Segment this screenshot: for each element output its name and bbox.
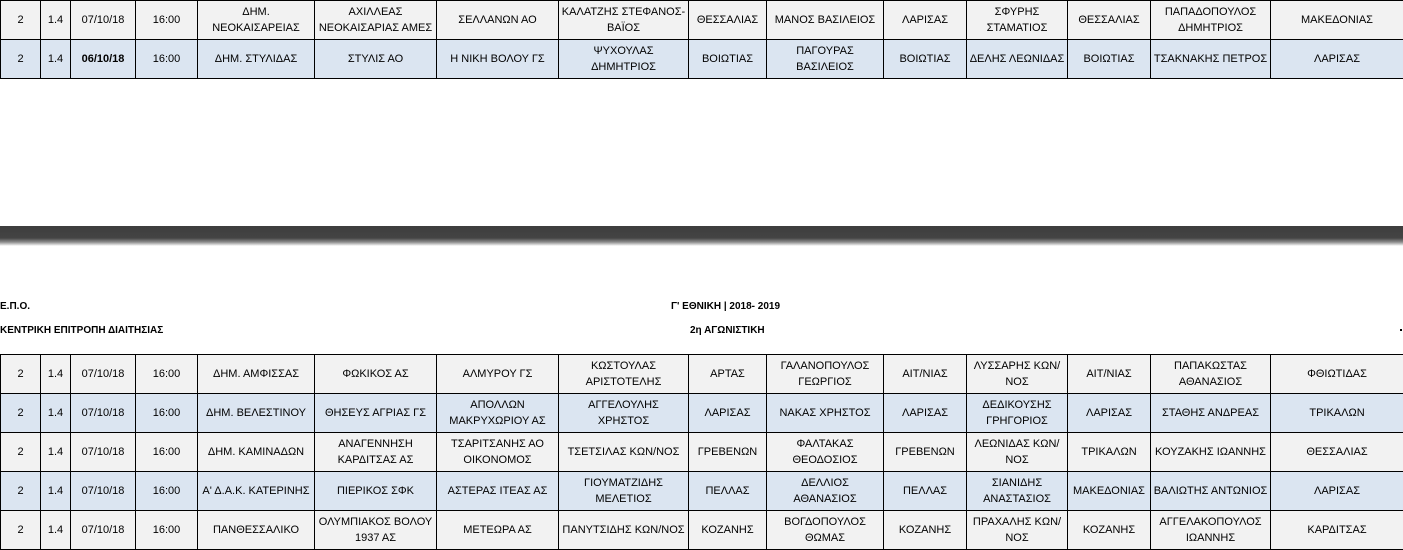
observer-association-cell: ΛΑΡΙΣΑΣ xyxy=(1271,472,1403,511)
referee-association-cell: ΘΕΣΣΑΛΙΑΣ xyxy=(689,1,767,40)
observer-association-cell: ΤΡΙΚΑΛΩΝ xyxy=(1271,394,1403,433)
observer-cell: ΠΑΠΑΚΩΣΤΑΣ ΑΘΑΝΑΣΙΟΣ xyxy=(1151,355,1271,394)
date-cell: 07/10/18 xyxy=(71,511,136,550)
time-cell: 16:00 xyxy=(136,355,198,394)
observer-association-cell: ΜΑΚΕΔΟΝΙΑΣ xyxy=(1271,1,1403,40)
assistant1-cell: ΓΑΛΑΝΟΠΟΥΛΟΣ ΓΕΩΡΓΙΟΣ xyxy=(767,355,884,394)
time-cell: 16:00 xyxy=(136,433,198,472)
table-row xyxy=(1,394,1403,433)
home-team-cell: ΑΧΙΛΛΕΑΣ ΝΕΟΚΑΙΣΑΡΙΑΣ ΑΜΕΣ xyxy=(315,1,437,40)
matchday-title: 2η ΑΓΩΝΙΣΤΙΚΗ xyxy=(690,325,765,336)
venue-cell: Α' Δ.Α.Κ. ΚΑΤΕΡΙΝΗΣ xyxy=(198,472,315,511)
referee-association-cell: ΒΟΙΩΤΙΑΣ xyxy=(689,40,767,79)
assistant1-cell: ΠΑΓΟΥΡΑΣ ΒΑΣΙΛΕΙΟΣ xyxy=(767,40,884,79)
group-cell: 2 xyxy=(1,355,41,394)
group-cell: 2 xyxy=(1,394,41,433)
assistant2-association-cell: ΒΟΙΩΤΙΑΣ xyxy=(1068,40,1151,79)
date-cell: 07/10/18 xyxy=(71,394,136,433)
bottom-schedule-table xyxy=(0,354,1403,550)
group-cell: 2 xyxy=(1,433,41,472)
referee-association-cell: ΠΕΛΛΑΣ xyxy=(689,472,767,511)
away-team-cell: ΑΛΜΥΡΟΥ ΓΣ xyxy=(437,355,559,394)
round-cell: 1.4 xyxy=(41,355,71,394)
table-row xyxy=(1,433,1403,472)
home-team-cell: ΦΩΚΙΚΟΣ ΑΣ xyxy=(315,355,437,394)
referee-association-cell: ΛΑΡΙΣΑΣ xyxy=(689,394,767,433)
venue-cell: ΠΑΝΘΕΣΣΑΛΙΚΟ xyxy=(198,511,315,550)
referee-association-cell: ΓΡΕΒΕΝΩΝ xyxy=(689,433,767,472)
assistant2-cell: ΣΦΥΡΗΣ ΣΤΑΜΑΤΙΟΣ xyxy=(967,1,1068,40)
assistant2-cell: ΛΥΣΣΑΡΗΣ ΚΩΝ/ΝΟΣ xyxy=(967,355,1068,394)
assistant1-association-cell: ΚΟΖΑΝΗΣ xyxy=(884,511,967,550)
date-cell: 07/10/18 xyxy=(71,472,136,511)
referee-cell: ΚΩΣΤΟΥΛΑΣ ΑΡΙΣΤΟΤΕΛΗΣ xyxy=(559,355,689,394)
round-cell: 1.4 xyxy=(41,1,71,40)
away-team-cell: Η ΝΙΚΗ ΒΟΛΟΥ ΓΣ xyxy=(437,40,559,79)
group-cell: 2 xyxy=(1,511,41,550)
assistant1-cell: ΜΑΝΟΣ ΒΑΣΙΛΕΙΟΣ xyxy=(767,1,884,40)
group-cell: 2 xyxy=(1,1,41,40)
home-team-cell: ΘΗΣΕΥΣ ΑΓΡΙΑΣ ΓΣ xyxy=(315,394,437,433)
away-team-cell: ΑΠΟΛΛΩΝ ΜΑΚΡΥΧΩΡΙΟΥ ΑΣ xyxy=(437,394,559,433)
table-row xyxy=(1,1,1403,40)
assistant1-association-cell: ΛΑΡΙΣΑΣ xyxy=(884,394,967,433)
referee-association-cell: ΚΟΖΑΝΗΣ xyxy=(689,511,767,550)
home-team-cell: ΣΤΥΛΙΣ ΑΟ xyxy=(315,40,437,79)
assistant1-association-cell: ΓΡΕΒΕΝΩΝ xyxy=(884,433,967,472)
assistant2-association-cell: ΛΑΡΙΣΑΣ xyxy=(1068,394,1151,433)
referee-cell: ΚΑΛΑΤΖΗΣ ΣΤΕΦΑΝΟΣ-ΒΑΪΟΣ xyxy=(559,1,689,40)
observer-cell: ΑΓΓΕΛΑΚΟΠΟΥΛΟΣ ΙΩΑΝΝΗΣ xyxy=(1151,511,1271,550)
referee-cell: ΑΓΓΕΛΟΥΛΗΣ ΧΡΗΣΤΟΣ xyxy=(559,394,689,433)
venue-cell: ΔΗΜ. ΒΕΛΕΣΤΙΝΟΥ xyxy=(198,394,315,433)
referee-cell: ΤΣΕΤΣΙΛΑΣ ΚΩΝ/ΝΟΣ xyxy=(559,433,689,472)
top-schedule-table xyxy=(0,0,1403,79)
group-cell: 2 xyxy=(1,40,41,79)
page-separator xyxy=(0,226,1403,246)
assistant2-cell: ΣΙΑΝΙΔΗΣ ΑΝΑΣΤΑΣΙΟΣ xyxy=(967,472,1068,511)
referee-cell: ΠΑΝΥΤΣΙΔΗΣ ΚΩΝ/ΝΟΣ xyxy=(559,511,689,550)
top-table-body xyxy=(1,1,1403,79)
observer-cell: ΚΟΥΖΑΚΗΣ ΙΩΑΝΝΗΣ xyxy=(1151,433,1271,472)
time-cell: 16:00 xyxy=(136,511,198,550)
away-team-cell: ΣΕΛΛΑΝΩΝ ΑΟ xyxy=(437,1,559,40)
table-row xyxy=(1,511,1403,550)
date-cell: 06/10/18 xyxy=(71,40,136,79)
assistant1-association-cell: ΑΙΤ/ΝΙΑΣ xyxy=(884,355,967,394)
federation-abbrev: Ε.Π.Ο. xyxy=(0,301,30,312)
group-cell: 2 xyxy=(1,472,41,511)
home-team-cell: ΑΝΑΓΕΝΝΗΣΗ ΚΑΡΔΙΤΣΑΣ ΑΣ xyxy=(315,433,437,472)
assistant1-association-cell: ΠΕΛΛΑΣ xyxy=(884,472,967,511)
round-cell: 1.4 xyxy=(41,433,71,472)
observer-association-cell: ΦΘΙΩΤΙΔΑΣ xyxy=(1271,355,1403,394)
assistant2-association-cell: ΚΟΖΑΝΗΣ xyxy=(1068,511,1151,550)
table-row xyxy=(1,40,1403,79)
venue-cell: ΔΗΜ. ΚΑΜΙΝΑΔΩΝ xyxy=(198,433,315,472)
time-cell: 16:00 xyxy=(136,40,198,79)
observer-cell: ΣΤΑΘΗΣ ΑΝΔΡΕΑΣ xyxy=(1151,394,1271,433)
assistant2-cell: ΠΡΑΧΑΛΗΣ ΚΩΝ/ΝΟΣ xyxy=(967,511,1068,550)
venue-cell: ΔΗΜ. ΣΤΥΛΙΔΑΣ xyxy=(198,40,315,79)
assistant2-cell: ΛΕΩΝΙΔΑΣ ΚΩΝ/ΝΟΣ xyxy=(967,433,1068,472)
assistant1-association-cell: ΛΑΡΙΣΑΣ xyxy=(884,1,967,40)
round-cell: 1.4 xyxy=(41,394,71,433)
assistant1-cell: ΝΑΚΑΣ ΧΡΗΣΤΟΣ xyxy=(767,394,884,433)
assistant2-cell: ΔΕΛΗΣ ΛΕΩΝΙΔΑΣ xyxy=(967,40,1068,79)
round-cell: 1.4 xyxy=(41,40,71,79)
bottom-table-body xyxy=(1,355,1403,550)
table-row xyxy=(1,355,1403,394)
venue-cell: ΔΗΜ. ΑΜΦΙΣΣΑΣ xyxy=(198,355,315,394)
date-cell: 07/10/18 xyxy=(71,355,136,394)
assistant1-cell: ΒΟΓΔΟΠΟΥΛΟΣ ΘΩΜΑΣ xyxy=(767,511,884,550)
time-cell: 16:00 xyxy=(136,472,198,511)
round-cell: 1.4 xyxy=(41,472,71,511)
away-team-cell: ΤΣΑΡΙΤΣΑΝΗΣ ΑΟ ΟΙΚΟΝΟΜΟΣ xyxy=(437,433,559,472)
assistant2-cell: ΔΕΔΙΚΟΥΣΗΣ ΓΡΗΓΟΡΙΟΣ xyxy=(967,394,1068,433)
date-cell: 07/10/18 xyxy=(71,1,136,40)
assistant1-cell: ΔΕΛΛΙΟΣ ΑΘΑΝΑΣΙΟΣ xyxy=(767,472,884,511)
away-team-cell: ΑΣΤΕΡΑΣ ΙΤΕΑΣ ΑΣ xyxy=(437,472,559,511)
assistant2-association-cell: ΘΕΣΣΑΛΙΑΣ xyxy=(1068,1,1151,40)
observer-association-cell: ΘΕΣΣΑΛΙΑΣ xyxy=(1271,433,1403,472)
observer-cell: ΠΑΠΑΔΟΠΟΥΛΟΣ ΔΗΜΗΤΡΙΟΣ xyxy=(1151,1,1271,40)
time-cell: 16:00 xyxy=(136,394,198,433)
date-cell: 07/10/18 xyxy=(71,433,136,472)
observer-cell: ΤΣΑΚΝΑΚΗΣ ΠΕΤΡΟΣ xyxy=(1151,40,1271,79)
round-cell: 1.4 xyxy=(41,511,71,550)
table-row xyxy=(1,472,1403,511)
league-season-title: Γ' ΕΘΝΙΚΗ | 2018- 2019 xyxy=(671,301,780,312)
away-team-cell: ΜΕΤΕΩΡΑ ΑΣ xyxy=(437,511,559,550)
venue-cell: ΔΗΜ. ΝΕΟΚΑΙΣΑΡΕΙΑΣ xyxy=(198,1,315,40)
assistant2-association-cell: ΤΡΙΚΑΛΩΝ xyxy=(1068,433,1151,472)
home-team-cell: ΠΙΕΡΙΚΟΣ ΣΦΚ xyxy=(315,472,437,511)
referee-cell: ΓΙΟΥΜΑΤΖΙΔΗΣ ΜΕΛΕΤΙΟΣ xyxy=(559,472,689,511)
referee-association-cell: ΑΡΤΑΣ xyxy=(689,355,767,394)
observer-association-cell: ΛΑΡΙΣΑΣ xyxy=(1271,40,1403,79)
assistant1-association-cell: ΒΟΙΩΤΙΑΣ xyxy=(884,40,967,79)
assistant1-cell: ΦΑΛΤΑΚΑΣ ΘΕΟΔΟΣΙΟΣ xyxy=(767,433,884,472)
observer-association-cell: ΚΑΡΔΙΤΣΑΣ xyxy=(1271,511,1403,550)
referee-cell: ΨΥΧΟΥΛΑΣ ΔΗΜΗΤΡΙΟΣ xyxy=(559,40,689,79)
observer-cell: ΒΑΛΙΩΤΗΣ ΑΝΤΩΝΙΟΣ xyxy=(1151,472,1271,511)
time-cell: 16:00 xyxy=(136,1,198,40)
assistant2-association-cell: ΑΙΤ/ΝΙΑΣ xyxy=(1068,355,1151,394)
committee-name: ΚΕΝΤΡΙΚΗ ΕΠΙΤΡΟΠΗ ΔΙΑΙΤΗΣΙΑΣ xyxy=(0,325,163,336)
assistant2-association-cell: ΜΑΚΕΔΟΝΙΑΣ xyxy=(1068,472,1151,511)
home-team-cell: ΟΛΥΜΠΙΑΚΟΣ ΒΟΛΟΥ 1937 ΑΣ xyxy=(315,511,437,550)
